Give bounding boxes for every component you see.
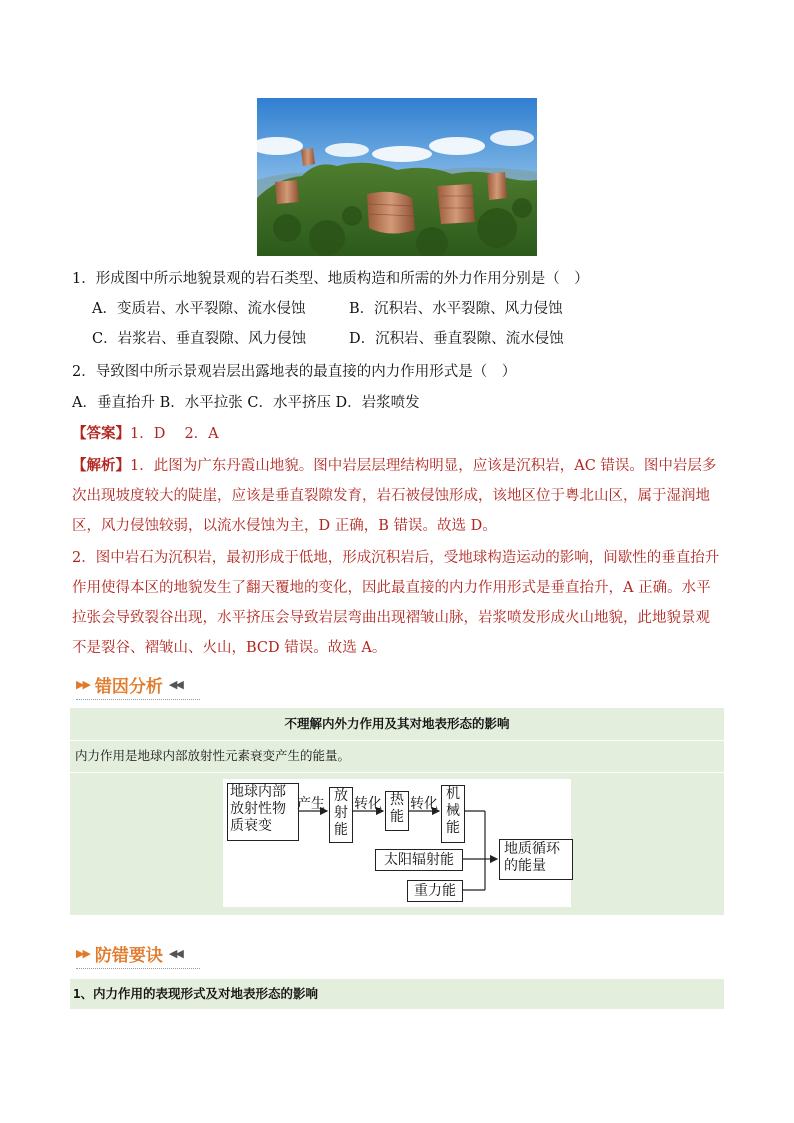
box-radioactive-decay: 地球内部放射性物质衰变 (227, 783, 299, 841)
triangle-left-icon: ◀◀ (168, 677, 182, 691)
box-mechanical-energy: 机械能 (441, 785, 465, 843)
question-1-option-d: D．沉积岩、垂直裂隙、流水侵蚀 (349, 331, 564, 347)
label-convert-2: 转化 (410, 796, 438, 812)
box-radiation-energy: 放射能 (329, 787, 353, 843)
question-2-options: A．垂直抬升 B．水平拉张 C．水平挤压 D．岩浆喷发 (72, 395, 420, 411)
prevention-heading (76, 941, 200, 965)
analysis-text-1: 1．此图为广东丹霞山地貌。图中岩层层理结构明显，应该是沉积岩，AC 错误。图中岩层多次出现坡度较大的陡崖，应该是垂直裂隙发育，岩石被侵蚀形成，该地区位于粤北山区，属于湿润地区，风力侵蚀较弱，以流水侵蚀为主，D 正确，B 错误。故选 D。 (72, 458, 717, 534)
table-title: 不理解内外力作用及其对地表形态的影响 (284, 716, 510, 731)
question-1-option-c: C．岩浆岩、垂直裂隙、风力侵蚀 (92, 331, 307, 347)
box-heat-energy: 热能 (385, 791, 409, 831)
analysis-label: 【解析】 (72, 457, 130, 474)
question-2-stem: 2．导致图中所示景观岩层出露地表的最直接的内力作用形式是（ ） (72, 364, 517, 380)
analysis-paragraph-1 (72, 451, 724, 541)
box-solar-radiation: 太阳辐射能 (375, 849, 463, 871)
question-1-option-a: A．变质岩、水平裂隙、流水侵蚀 (92, 301, 306, 317)
prevention-item-1: 1、内力作用的表现形式及对地表形态的影响 (73, 986, 319, 1001)
error-analysis-title: 错因分析 (94, 676, 163, 697)
answer-label: 【答案】 (72, 425, 130, 442)
answer-text: 1．D 2．A (130, 426, 219, 442)
answer-line (72, 419, 219, 449)
prevention-item-row (70, 979, 724, 1009)
triangle-left-icon: ◀◀ (168, 946, 182, 960)
table-text-row (70, 740, 724, 773)
box-gravity-energy: 重力能 (407, 880, 463, 902)
prevention-title: 防错要诀 (94, 945, 163, 966)
danxia-landform-photo (257, 98, 537, 256)
triangle-right-icon: ▶▶ (76, 946, 89, 960)
box-geologic-cycle-energy: 地质循环的能量 (499, 839, 573, 880)
energy-flow-diagram (223, 779, 571, 907)
question-1-option-b: B．沉积岩、水平裂隙、风力侵蚀 (349, 301, 563, 317)
error-analysis-heading (76, 672, 200, 696)
analysis-paragraph-2: 2．图中岩石为沉积岩，最初形成于低地，形成沉积岩后，受地球构造运动的影响，间歇性的垂直抬升作用使得本区的地貌发生了翻天覆地的变化，因此最直接的内力作用形式是垂直抬升，A 正确。水平拉张会导致裂谷出现，水平挤压会导致岩层弯曲出现褶皱山脉，岩浆喷发形成火山地貌，此地貌景观不是裂谷、褶皱山、火山，BCD 错误。故选 A。 (72, 550, 720, 656)
table-title-row (70, 708, 724, 740)
table-text: 内力作用是地球内部放射性元素衰变产生的能量。 (75, 748, 351, 763)
triangle-right-icon: ▶▶ (76, 677, 89, 691)
label-produce: 产生 (297, 796, 325, 812)
label-convert-1: 转化 (354, 796, 382, 812)
question-1-stem: 1．形成图中所示地貌景观的岩石类型、地质构造和所需的外力作用分别是（ ） (72, 271, 589, 287)
